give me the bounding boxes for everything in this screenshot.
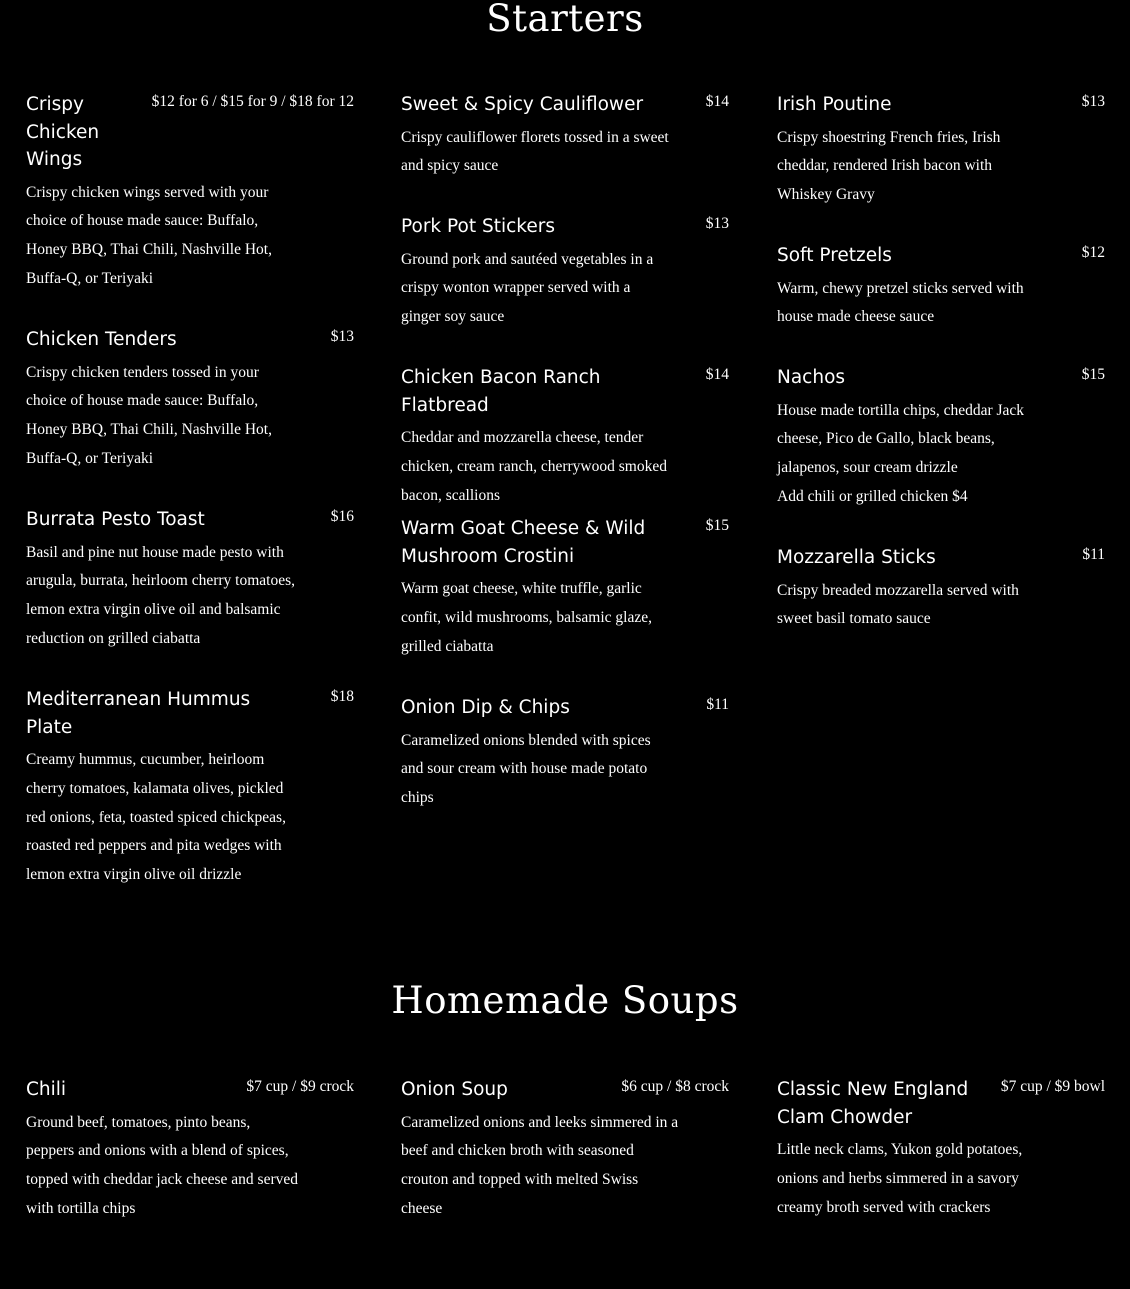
menu-item-header <box>26 686 354 741</box>
menu-item-price: $11 <box>1082 546 1105 563</box>
menu-item-header <box>26 326 354 354</box>
menu-item-header <box>401 91 729 119</box>
menu-item-name: Chili <box>26 1079 67 1100</box>
menu-item-description: Ground pork and sautéed vegetables in a crispy wonton wrapper served with a ginger soy sauce <box>401 250 654 326</box>
menu-item-header <box>26 91 354 174</box>
menu-item-price: $6 cup / $8 crock <box>621 1078 729 1095</box>
menu-item <box>777 544 1105 634</box>
menu-item-name: Crispy Chicken Wings <box>26 94 100 170</box>
soups-title: Homemade Soups <box>391 979 739 1022</box>
menu-item-price: $14 <box>705 93 729 110</box>
menu-item-price: $7 cup / $9 crock <box>246 1078 354 1095</box>
menu-item-header <box>401 694 729 722</box>
menu-item-header <box>777 544 1105 572</box>
menu-item <box>401 515 729 661</box>
menu-item-name: Onion Soup <box>401 1079 508 1100</box>
menu-item-name: Warm Goat Cheese & Wild Mushroom Crostini <box>401 518 646 567</box>
menu-item-description: House made tortilla chips, cheddar Jack cheese, Pico de Gallo, black beans, jalapenos, sour cream drizzle <box>777 401 1025 477</box>
menu-item-price: $15 <box>705 517 729 534</box>
menu-item-price: $18 <box>330 688 354 705</box>
menu-item <box>401 694 729 813</box>
menu-item <box>26 326 354 474</box>
menu-item-name: Sweet & Spicy Cauliflower <box>401 94 644 115</box>
menu-item <box>401 364 729 510</box>
menu-item-price: $12 for 6 / $15 for 9 / $18 for 12 <box>151 93 354 110</box>
menu-item-addon: Add chili or grilled chicken $4 <box>777 487 968 505</box>
menu-item <box>401 91 729 181</box>
menu-item-header <box>26 506 354 534</box>
menu-item-name: Chicken Tenders <box>26 329 177 350</box>
menu-item-header <box>777 242 1105 270</box>
menu-item-description: Caramelized onions and leeks simmered in a beef and chicken broth with seasoned crouton and topped with melted Swiss cheese <box>401 1113 679 1217</box>
menu-item <box>777 364 1105 512</box>
menu-item-price: $13 <box>330 328 354 345</box>
menu-item-header <box>26 1076 354 1104</box>
menu-item <box>401 213 729 332</box>
menu-item-description: Basil and pine nut house made pesto with arugula, burrata, heirloom cherry tomatoes, lemon extra virgin olive oil and balsamic reduction on grilled ciabatta <box>26 543 295 647</box>
menu-item-price: $13 <box>705 215 729 232</box>
menu-item-description: Caramelized onions blended with spices and sour cream with house made potato chips <box>401 731 651 807</box>
menu-item-description: Crispy breaded mozzarella served with sweet basil tomato sauce <box>777 581 1019 628</box>
menu-item-price: $11 <box>706 696 729 713</box>
menu-item-description: Little neck clams, Yukon gold potatoes, onions and herbs simmered in a savory creamy broth served with crackers <box>777 1141 1023 1216</box>
menu-item-description: Crispy chicken wings served with your choice of house made sauce: Buffalo, Honey BBQ, Thai Chili, Nashville Hot, Buffa-Q, or Teriyaki <box>26 183 272 287</box>
menu-item <box>777 1076 1105 1222</box>
menu-item-description: Ground beef, tomatoes, pinto beans, peppers and onions with a blend of spices, topped with cheddar jack cheese and served with tortilla chips <box>26 1113 298 1217</box>
menu-item-price: $14 <box>705 366 729 383</box>
menu-item-name: Mediterranean Hummus Plate <box>26 689 251 738</box>
menu-item-name: Chicken Bacon Ranch Flatbread <box>401 367 601 416</box>
menu-item <box>26 1076 354 1224</box>
menu-item-header <box>777 1076 1105 1131</box>
menu-item-description: Warm goat cheese, white truffle, garlic confit, wild mushrooms, balsamic glaze, grilled ciabatta <box>401 580 652 655</box>
menu-item-price: $7 cup / $9 bowl <box>1000 1078 1105 1095</box>
menu-item-header <box>777 364 1105 392</box>
menu-item-description: Crispy shoestring French fries, Irish cheddar, rendered Irish bacon with Whiskey Gravy <box>777 128 1001 204</box>
menu-item-name: Burrata Pesto Toast <box>26 509 205 530</box>
starters-title: Starters <box>486 0 644 40</box>
menu-item-name: Pork Pot Stickers <box>401 216 555 237</box>
menu-item-header <box>401 515 729 570</box>
menu-item <box>26 506 354 654</box>
menu-item-name: Onion Dip & Chips <box>401 697 570 718</box>
menu-item-price: $12 <box>1081 244 1105 261</box>
menu-item-price: $15 <box>1081 366 1105 383</box>
menu-item <box>26 686 354 890</box>
menu-item-header <box>401 1076 729 1104</box>
menu-item <box>26 91 354 294</box>
menu-item-price: $13 <box>1081 93 1105 110</box>
menu-item-header <box>777 91 1105 119</box>
menu-item-name: Mozzarella Sticks <box>777 547 936 568</box>
menu-item-name: Nachos <box>777 367 846 388</box>
menu-item <box>777 91 1105 210</box>
menu-item-price: $16 <box>330 508 354 525</box>
menu-item-name: Soft Pretzels <box>777 245 892 266</box>
menu-item-description: Warm, chewy pretzel sticks served with house made cheese sauce <box>777 279 1024 326</box>
menu-item-name: Classic New England Clam Chowder <box>777 1079 969 1128</box>
menu-item-description: Creamy hummus, cucumber, heirloom cherry tomatoes, kalamata olives, pickled red onions, feta, toasted spiced chickpeas, roasted red peppers and pita wedges with lemon extra virgin olive oil drizzle <box>26 751 286 884</box>
menu-item-header <box>401 213 729 241</box>
menu-item-name: Irish Poutine <box>777 94 892 115</box>
menu-item-header <box>401 364 729 419</box>
menu-item <box>401 1076 729 1224</box>
menu-item-description: Crispy chicken tenders tossed in your choice of house made sauce: Buffalo, Honey BBQ, Thai Chili, Nashville Hot, Buffa-Q, or Teriyaki <box>26 363 272 467</box>
menu-item <box>777 242 1105 332</box>
menu-item-description: Cheddar and mozzarella cheese, tender chicken, cream ranch, cherrywood smoked bacon, scallions <box>401 429 667 504</box>
menu-item-description: Crispy cauliflower florets tossed in a sweet and spicy sauce <box>401 128 669 175</box>
